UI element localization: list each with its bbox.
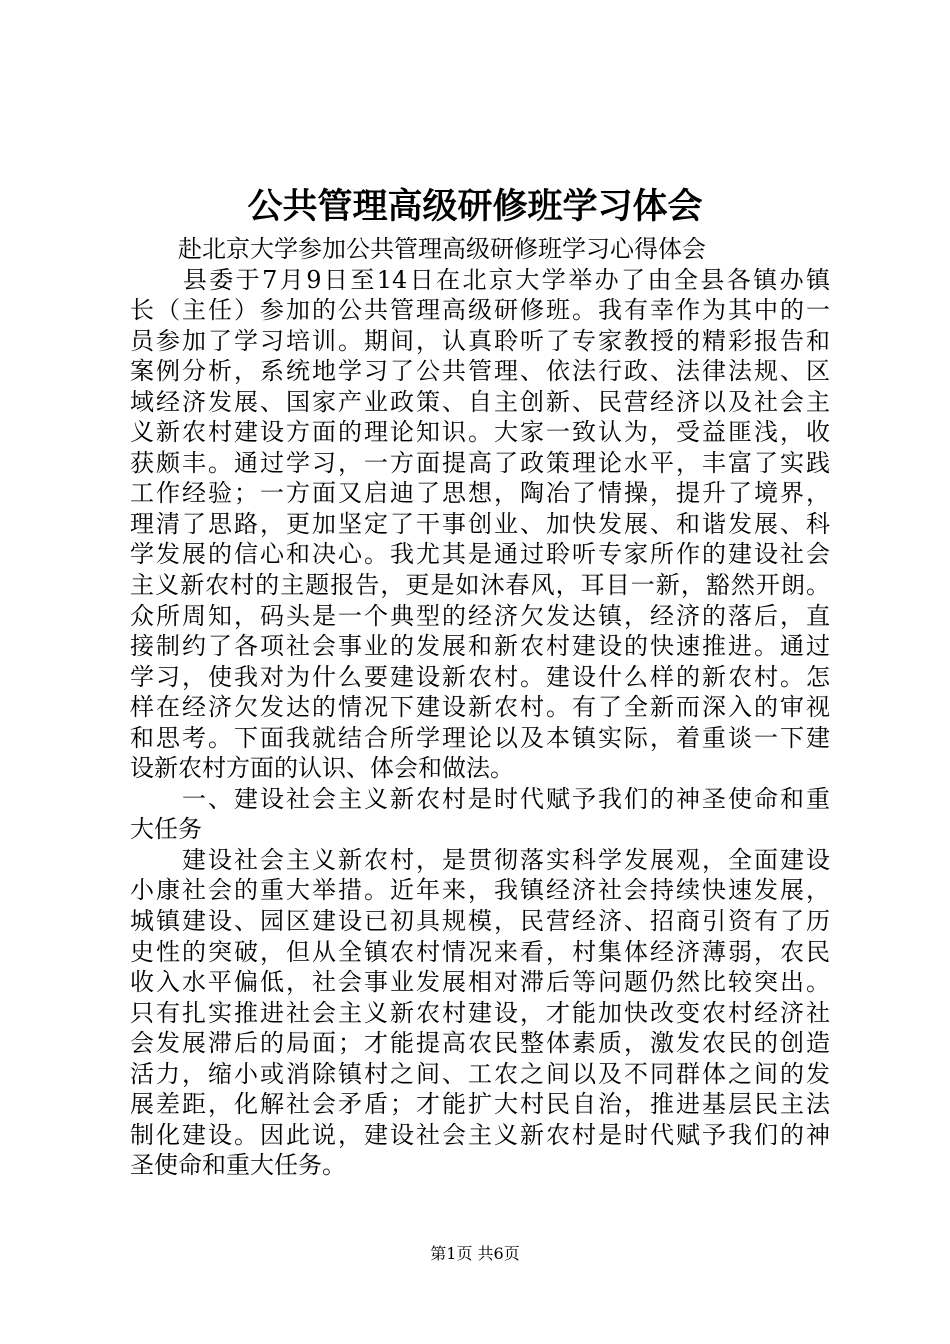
- text-line: 接制约了各项社会事业的发展和新农村建设的快速推进。通过: [130, 632, 830, 661]
- section-heading-line: 大任务: [130, 815, 202, 844]
- text-line: 县委于7月9日至14日在北京大学举办了由全县各镇办镇: [130, 265, 830, 294]
- text-line: 员参加了学习培训。期间，认真聆听了专家教授的精彩报告和: [130, 326, 830, 355]
- text-line: 理清了思路，更加坚定了干事创业、加快发展、和谐发展、科: [130, 509, 830, 538]
- text-line: 设新农村方面的认识、体会和做法。: [130, 754, 514, 783]
- text-line: 域经济发展、国家产业政策、自主创新、民营经济以及社会主: [130, 387, 830, 416]
- text-line: 学习，使我对为什么要建设新农村。建设什么样的新农村。怎: [130, 662, 830, 691]
- text-line: 活力，缩小或消除镇村之间、工农之间以及不同群体之间的发: [130, 1059, 830, 1088]
- text-line: 案例分析，系统地学习了公共管理、依法行政、法律法规、区: [130, 357, 830, 386]
- text-line: 圣使命和重大任务。: [130, 1151, 346, 1180]
- text-line: 会发展滞后的局面；才能提高农民整体素质，激发农民的创造: [130, 1029, 830, 1058]
- text-line: 小康社会的重大举措。近年来，我镇经济社会持续快速发展，: [130, 876, 830, 905]
- text-line: 展差距，化解社会矛盾；才能扩大村民自治，推进基层民主法: [130, 1090, 830, 1119]
- text-line: 城镇建设、园区建设已初具规模，民营经济、招商引资有了历: [130, 907, 830, 936]
- text-line: 只有扎实推进社会主义新农村建设，才能加快改变农村经济社: [130, 998, 830, 1027]
- text-line: 获颇丰。通过学习，一方面提高了政策理论水平，丰富了实践: [130, 448, 830, 477]
- text-line: 长（主任）参加的公共管理高级研修班。我有幸作为其中的一: [130, 296, 830, 325]
- text-line: 建设社会主义新农村，是贯彻落实科学发展观，全面建设: [130, 845, 830, 874]
- text-line: 收入水平偏低，社会事业发展相对滞后等问题仍然比较突出。: [130, 968, 830, 997]
- text-line: 制化建设。因此说，建设社会主义新农村是时代赋予我们的神: [130, 1120, 830, 1149]
- section-heading-line: 一、建设社会主义新农村是时代赋予我们的神圣使命和重: [130, 784, 830, 813]
- text-line: 学发展的信心和决心。我尤其是通过聆听专家所作的建设社会: [130, 540, 830, 569]
- page-number-footer: 第1页 共6页: [430, 1244, 520, 1263]
- document-title: 公共管理高级研修班学习体会: [247, 186, 703, 227]
- text-line: 史性的突破，但从全镇农村情况来看，村集体经济薄弱，农民: [130, 937, 830, 966]
- text-line: 赴北京大学参加公共管理高级研修班学习心得体会: [130, 235, 706, 263]
- text-line: 工作经验；一方面又启迪了思想，陶冶了情操，提升了境界，: [130, 479, 830, 508]
- text-line: 主义新农村的主题报告，更是如沐春风，耳目一新，豁然开朗。: [130, 571, 830, 600]
- text-line: 和思考。下面我就结合所学理论以及本镇实际，着重谈一下建: [130, 723, 830, 752]
- document-body: [130, 234, 830, 1181]
- text-line: 众所周知，码头是一个典型的经济欠发达镇，经济的落后，直: [130, 601, 830, 630]
- text-line: 样在经济欠发达的情况下建设新农村。有了全新而深入的审视: [130, 693, 830, 722]
- text-line: 义新农村建设方面的理论知识。大家一致认为，受益匪浅，收: [130, 418, 830, 447]
